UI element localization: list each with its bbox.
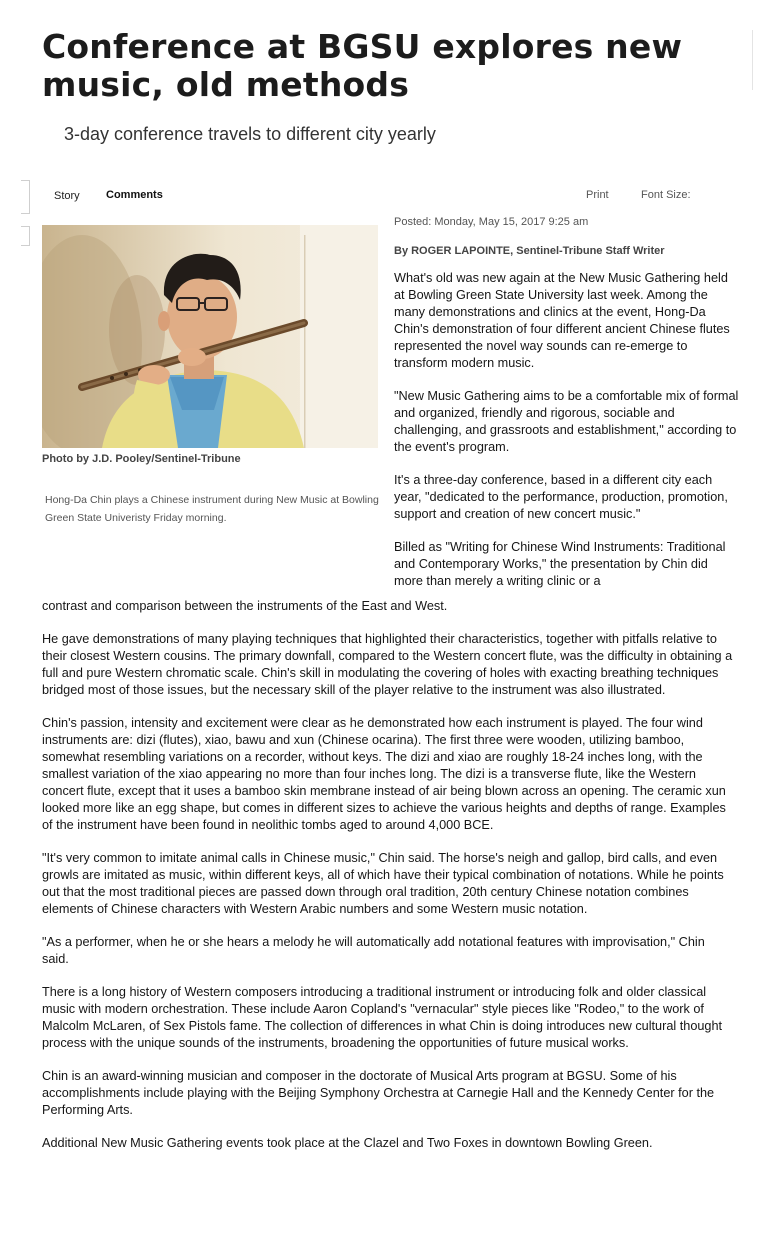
byline: By ROGER LAPOINTE, Sentinel-Tribune Staff Writer xyxy=(394,245,665,257)
article-body-column xyxy=(394,270,739,606)
article-paragraph: There is a long history of Western composers introducing a traditional instrument or introducing folk and older classical music with modern orchestration. These include Aaron Copland's "vernacular" style pieces like "Rodeo," to the work of Malcolm McLaren, of Sex Pistols fame. The collection of differences in what Chin is doing introduces new cultural thought process with the unique sounds of the instruments, broadening the opportunities of future musical works. xyxy=(42,985,723,1050)
article-paragraph: Chin's passion, intensity and excitement were clear as he demonstrated how each instrument is played. The four wind instruments are: dizi (flutes), xiao, bawu and xun (Chinese ocarina). The first three were wooden, utilizing bamboo, somewhat resembling variations on a recorder, without keys. The dizi and xiao are roughly 18-24 inches long, with the smallest variation of the xiao appearing no more than four inches long. The dizi is a transverse flute, like the Western concert flute, except that it uses a bamboo skin membrane instead of air being blown across an opening. The ceramic xun looked more like an egg shape, but comes in different sizes to achieve the various heights and depths of range. Examples of the instrument have been found in neolithic tombs aged to around 4,000 BCE. xyxy=(42,716,726,832)
article-headline: Conference at BGSU explores new music, old methods xyxy=(42,27,683,104)
article-paragraph: "As a performer, when he or she hears a melody he will automatically add notational features with improvisation," Chin said. xyxy=(42,935,705,966)
article-paragraph: Chin is an award-winning musician and composer in the doctorate of Musical Arts program at BGSU. Some of his accomplishments include playing with the Beijing Symphony Orchestra at Carnegie Hall and the Kennedy Center for the Performing Arts. xyxy=(42,1069,715,1117)
photo-credit: Photo by J.D. Pooley/Sentinel-Tribune xyxy=(42,453,241,465)
edge-mark xyxy=(21,226,30,246)
article-paragraph: Additional New Music Gathering events took place at the Clazel and Two Foxes in downtown Bowling Green. xyxy=(42,1136,653,1150)
article-subhead: 3-day conference travels to different city yearly xyxy=(64,124,436,144)
tab-comments[interactable]: Comments xyxy=(106,189,163,201)
print-link[interactable]: Print xyxy=(586,189,609,201)
article-body-full xyxy=(42,598,734,1168)
article-paragraph: He gave demonstrations of many playing techniques that highlighted their characteristics, together with pitfalls relative to their closest Western cousins. The primary downfall, compared to the Western concert flute, was the difficulty in obtaining a full and pure Western chromatic scale. Chin's skill in modulating the covering of holes with exacting breathing techniques bridged most of those issues, but the necessary skill of the player relative to the instrument was also illustrated. xyxy=(42,632,733,697)
edge-mark xyxy=(21,180,30,214)
font-size-label: Font Size: xyxy=(641,189,691,201)
article-paragraph: What's old was new again at the New Music Gathering held at Bowling Green State University last week. Among the many demonstrations and clinics at the event, Hong-Da Chin's demonstration of four different ancient Chinese flutes represented the novel way sounds can re-emerge to transform modern music. xyxy=(394,271,730,370)
tab-story[interactable]: Story xyxy=(54,190,80,202)
article-paragraph: Billed as "Writing for Chinese Wind Instruments: Traditional and Contemporary Works," the presentation by Chin did more than merely a writing clinic or a xyxy=(394,540,726,588)
page-edge-line xyxy=(752,30,753,90)
article-paragraph: "It's very common to imitate animal calls in Chinese music," Chin said. The horse's neigh and gallop, bird calls, and even growls are imitated as music, within different keys, all of which have their typical combination of notations. While he points out that the most traditional pieces are passed down through oral tradition, 20th century Chinese notation combines elements of Chinese characters with Western Arabic numbers and some Western music notation. xyxy=(42,851,724,916)
photo-caption: Hong-Da Chin plays a Chinese instrument during New Music at Bowling Green State Univeristy Friday morning. xyxy=(45,494,379,524)
article-paragraph: It's a three-day conference, based in a different city each year, "dedicated to the performance, production, promotion, support and creation of new concert music." xyxy=(394,473,728,521)
posted-date: Posted: Monday, May 15, 2017 9:25 am xyxy=(394,216,589,228)
photo-illustration xyxy=(42,225,378,448)
page-edge-marks xyxy=(21,180,30,246)
article-photo xyxy=(42,225,378,448)
article-paragraph-continuation: contrast and comparison between the instruments of the East and West. xyxy=(42,599,448,613)
article-paragraph: "New Music Gathering aims to be a comfortable mix of formal and organized, friendly and rigorous, sociable and challenging, and grassroots and establishment," according to the event's program. xyxy=(394,389,739,454)
